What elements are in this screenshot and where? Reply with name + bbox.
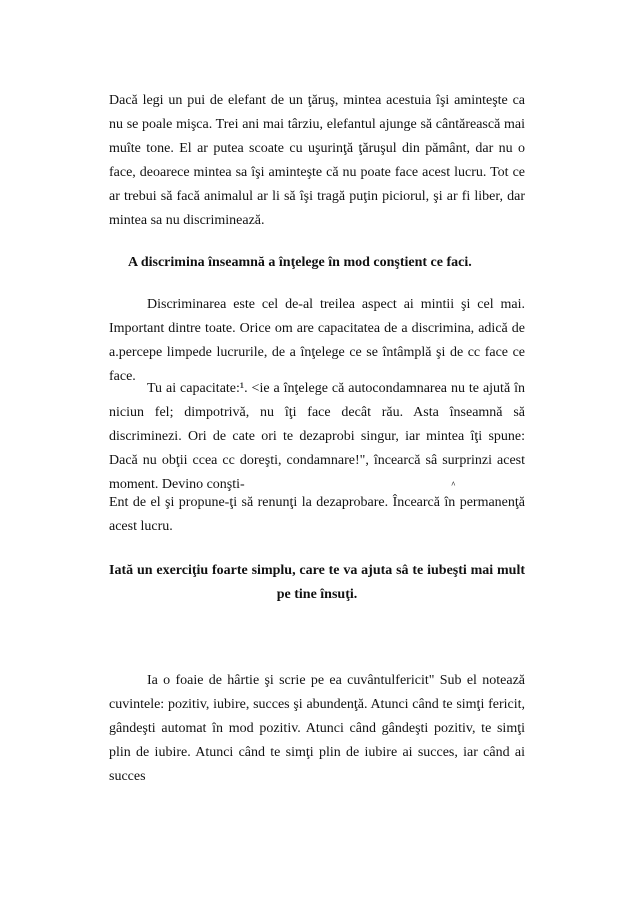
paragraph-elephant: Dacă legi un pui de elefant de un ţăruş, mintea acestuia îşi aminteşte ca nu se poale mişca. Trei ani mai târziu, elefantul ajunge să cântărească mai muîte tone. El ar putea scoate cu uşurinţă ţăruşul din pământ, dar nu o face, deoarece mintea sa îşi aminteşte că nu poate face acest lucru. Tot ce ar trebui să facă animalul ar li să îşi tragă puţin piciorul, şi ar fi liber, dar mintea sa nu discriminează. bbox=[109, 93, 525, 228]
paragraph-capacity: Tu ai capacitate:¹. <ie a înţelege că autocondamnarea nu te ajută în niciun fel; dimpotrivă, nu îţi face decât rău. Asta înseamnă să discriminezi. Ori de cate ori te dezaprobi singur, iar mintea îţi spune: Dacă nu obţii ccea cc doreşti, condamnare!", încearcă sâ surprinzi acest moment. Devino conşti- bbox=[109, 381, 525, 492]
paragraph-exercise: Ia o foaie de hârtie şi scrie pe ea cuvântulfericit" Sub el notează cuvintele: pozitiv, iubire, succes şi abundenţă. Atunci când te simţi fericit, gândeşti automat în mod pozitiv. Atunci când gândeşti pozitiv, te simţi plin de iubire. Atunci când te simţi plin de iubire ai succes, iar când ai succes bbox=[109, 673, 525, 784]
heading-exercise: Iată un exerciţiu foarte simplu, care te va ajuta sâ te iubeşti mai mult pe tine însuţi. bbox=[109, 563, 525, 602]
paragraph-discrimination: Discriminarea este cel de-al treilea aspect ai mintii şi cel mai. Important dintre toate. Orice om are capacitatea de a discrimina, adică de a.percepe limpede lucrurile, de a înţelege ce se întâmplă şi de cc face ce face. bbox=[109, 297, 525, 384]
caret-mark: ^ bbox=[451, 480, 456, 489]
heading-discriminate: A discrimina înseamnă a înţelege în mod conştient ce faci. bbox=[128, 255, 472, 270]
paragraph-continuation: Ent de el şi propune-ţi să renunţi la dezaprobare. Încearcă în permanenţă acest lucru. bbox=[109, 495, 525, 534]
